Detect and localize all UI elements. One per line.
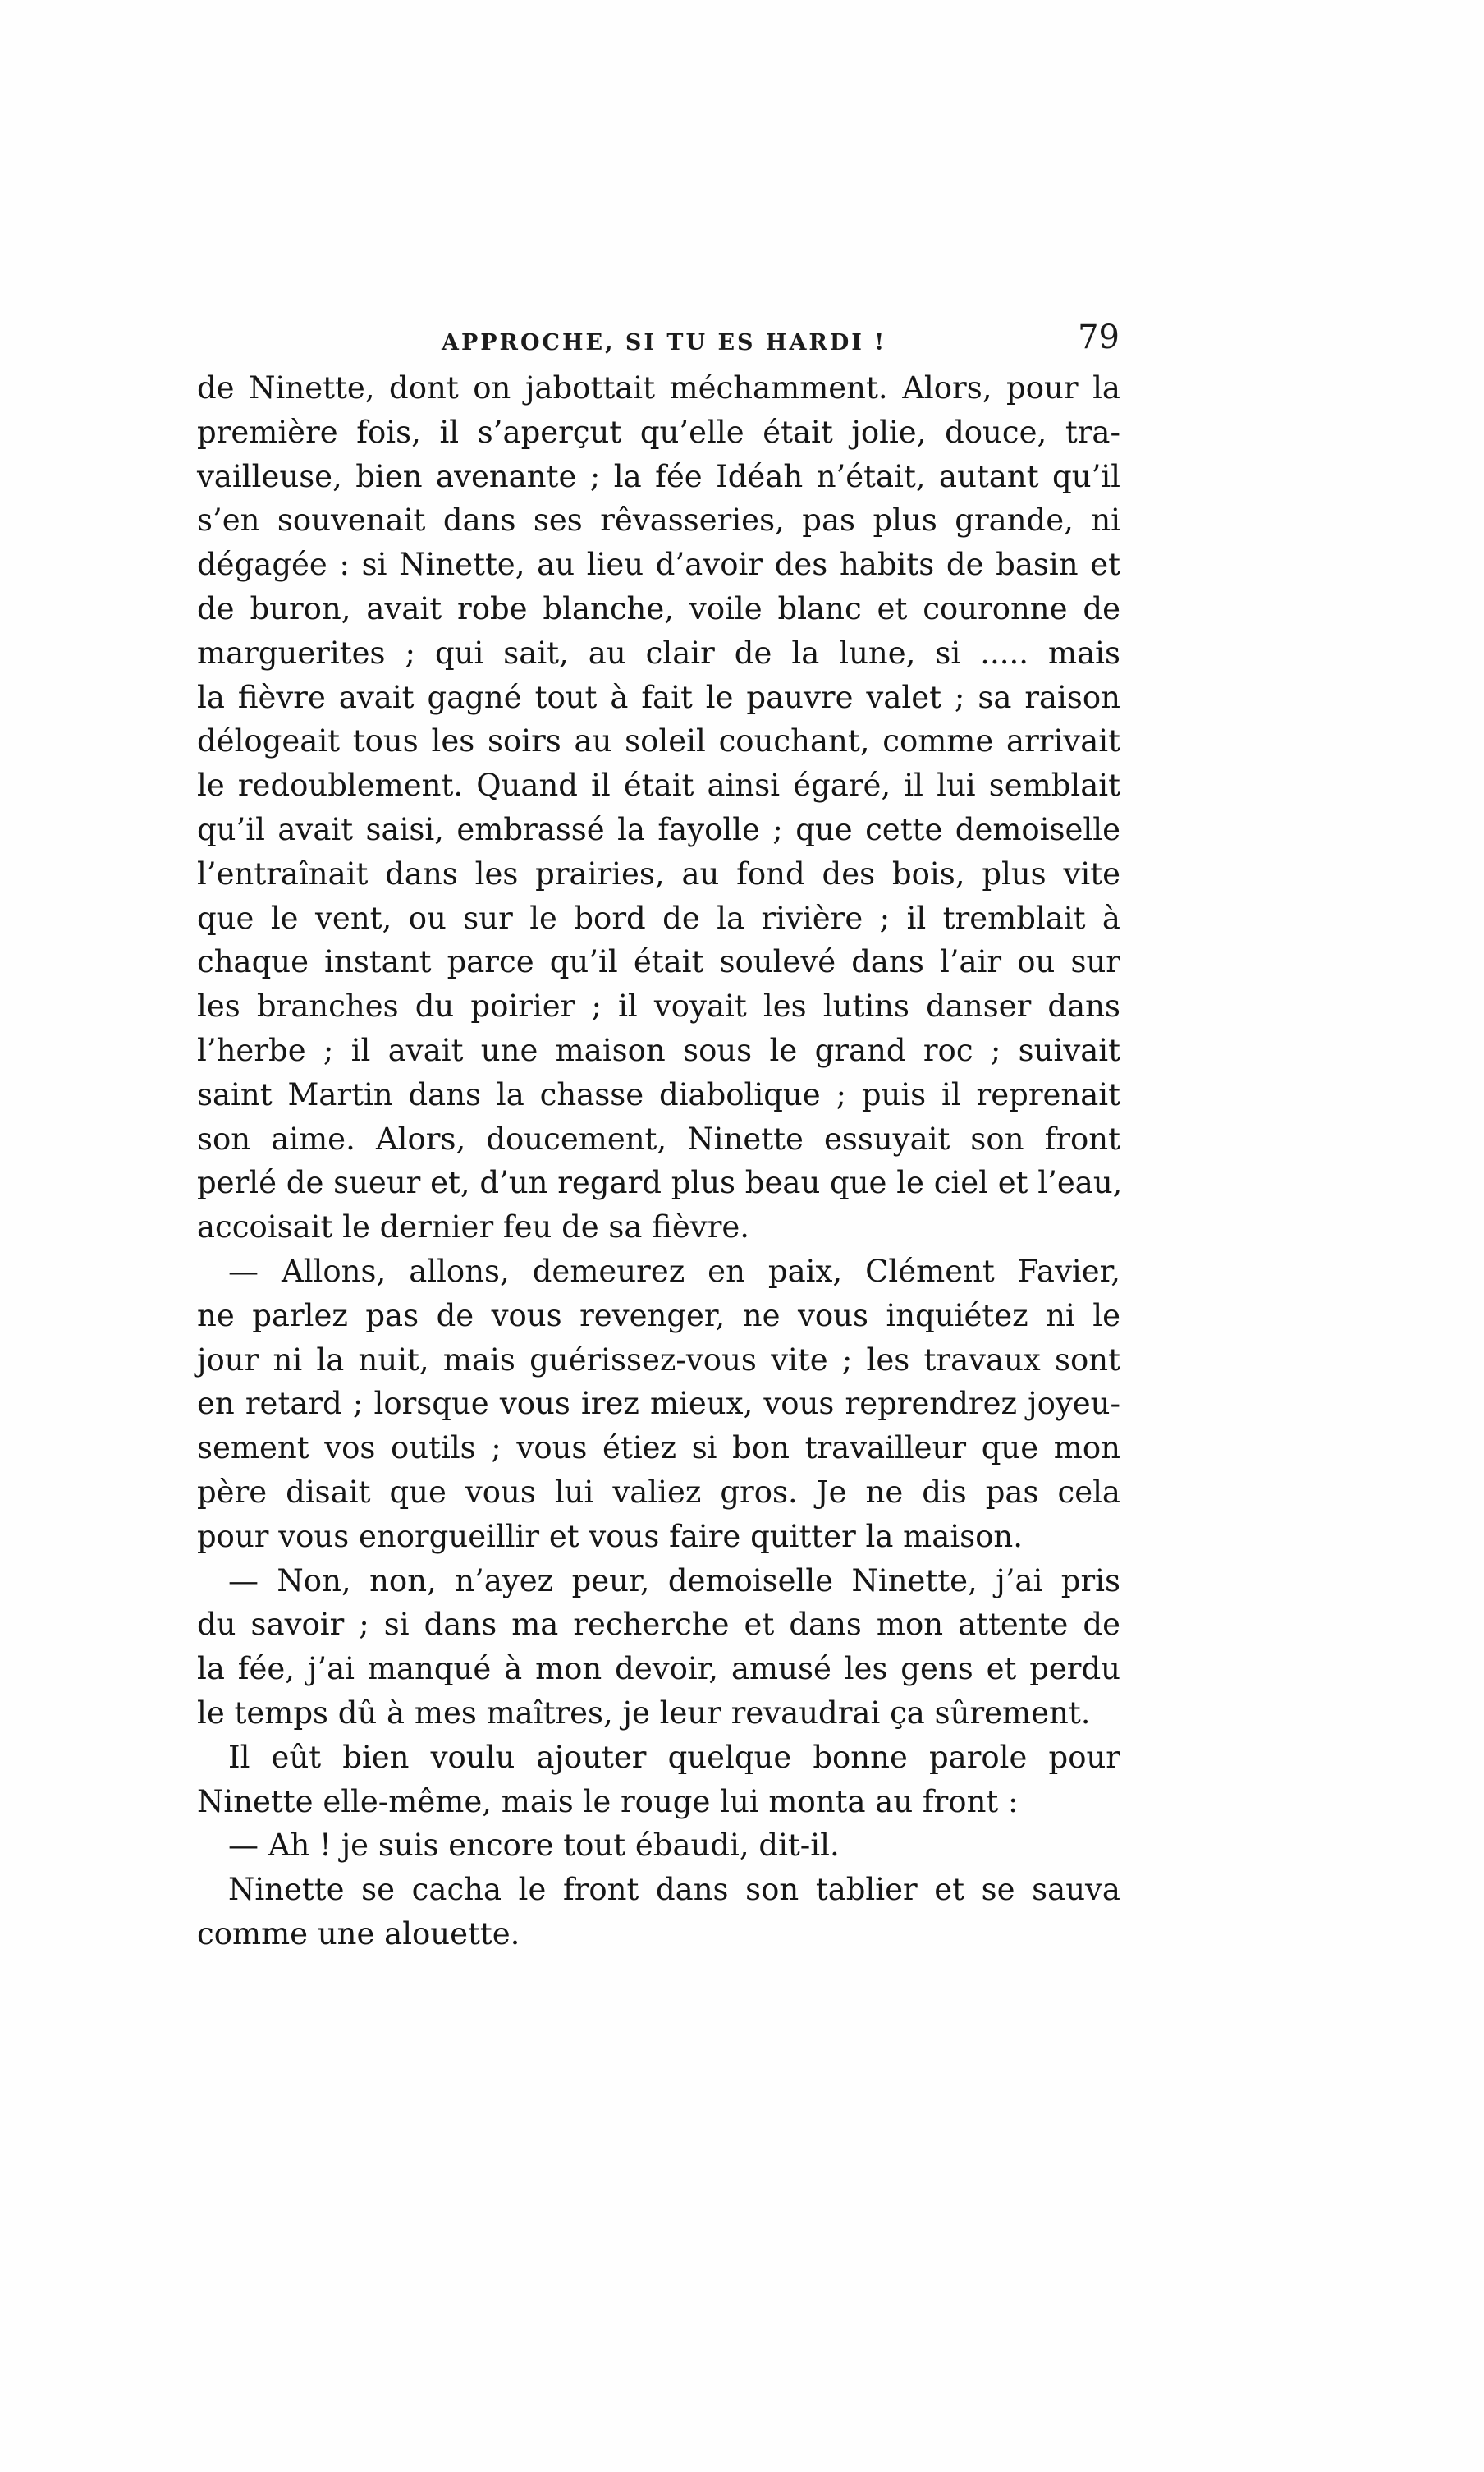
text-line: perlé de sueur et, d’un regard plus beau que le ciel et l’eau, xyxy=(197,1165,1123,1201)
text-line: l’herbe ; il avait une maison sous le grand roc ; suivait xyxy=(197,1032,1120,1068)
text-line: de buron, avait robe blanche, voile blanc et couronne de xyxy=(197,590,1120,626)
text-line: marguerites ; qui sait, au clair de la lune, si ..... mais xyxy=(197,635,1120,671)
text-line: le redoublement. Quand il était ainsi égaré, il lui semblait xyxy=(197,768,1120,804)
text-line: délogeait tous les soirs au soleil couchant, comme arrivait xyxy=(197,723,1120,759)
body-text xyxy=(197,366,1123,1956)
text-line: son aime. Alors, doucement, Ninette essuyait son front xyxy=(197,1121,1120,1157)
text-line: chaque instant parce qu’il était soulevé dans l’air ou sur xyxy=(197,944,1120,980)
text-line: du savoir ; si dans ma recherche et dans mon attente de xyxy=(197,1607,1120,1643)
text-line: dégagée : si Ninette, au lieu d’avoir des habits de basin et xyxy=(197,547,1120,583)
running-title: APPROCHE, SI TU ES HARDI ! xyxy=(442,330,887,355)
text-line: l’entraînait dans les prairies, au fond des bois, plus vite xyxy=(197,855,1120,892)
text-line: les branches du poirier ; il voyait les lutins danser dans xyxy=(197,988,1120,1025)
text-line: le temps dû à mes maîtres, je leur revaudrai ça sûrement. xyxy=(197,1695,1091,1731)
text-line: comme une alouette. xyxy=(197,1915,520,1951)
text-line: qu’il avait saisi, embrassé la fayolle ; que cette demoiselle xyxy=(197,811,1120,847)
text-line: Il eût bien voulu ajouter quelque bonne parole pour xyxy=(228,1739,1120,1775)
text-line: pour vous enorgueillir et vous faire quitter la maison. xyxy=(197,1518,1024,1554)
text-line: ne parlez pas de vous revenger, ne vous inquiétez ni le xyxy=(197,1297,1120,1333)
text-line: jour ni la nuit, mais guérissez-vous vite ; les travaux sont xyxy=(197,1341,1120,1378)
text-line: sement vos outils ; vous étiez si bon travailleur que mon xyxy=(197,1430,1120,1466)
text-line: de Ninette, dont on jabottait méchamment. Alors, pour la xyxy=(197,370,1120,406)
text-line: s’en souvenait dans ses rêvasseries, pas plus grande, ni xyxy=(197,502,1120,539)
page-number: 79 xyxy=(1078,319,1120,356)
text-line: la fièvre avait gagné tout à fait le pauvre valet ; sa raison xyxy=(197,679,1120,715)
text-line: en retard ; lorsque vous irez mieux, vous reprendrez joyeu- xyxy=(197,1386,1120,1422)
text-line: — Ah ! je suis encore tout ébaudi, dit-il. xyxy=(228,1828,840,1864)
text-line: vailleuse, bien avenante ; la fée Idéah n’était, autant qu’il xyxy=(197,458,1120,494)
text-line: première fois, il s’aperçut qu’elle était jolie, douce, tra- xyxy=(197,414,1120,450)
text-line: que le vent, ou sur le bord de la rivière ; il tremblait à xyxy=(197,900,1120,936)
text-line: — Allons, allons, demeurez en paix, Clément Favier, xyxy=(228,1253,1120,1289)
text-line: père disait que vous lui valiez gros. Je ne dis pas cela xyxy=(197,1474,1120,1510)
text-line: Ninette se cacha le front dans son tablier et se sauva xyxy=(228,1872,1120,1908)
text-line: la fée, j’ai manqué à mon devoir, amusé les gens et perdu xyxy=(197,1651,1120,1687)
text-line: accoisait le dernier feu de sa fièvre. xyxy=(197,1209,750,1245)
text-line: Ninette elle-même, mais le rouge lui monta au front : xyxy=(197,1783,1019,1819)
text-line: — Non, non, n’ayez peur, demoiselle Ninette, j’ai pris xyxy=(228,1562,1120,1598)
running-head xyxy=(204,319,1120,368)
text-line: saint Martin dans la chasse diabolique ; puis il reprenait xyxy=(197,1076,1120,1112)
